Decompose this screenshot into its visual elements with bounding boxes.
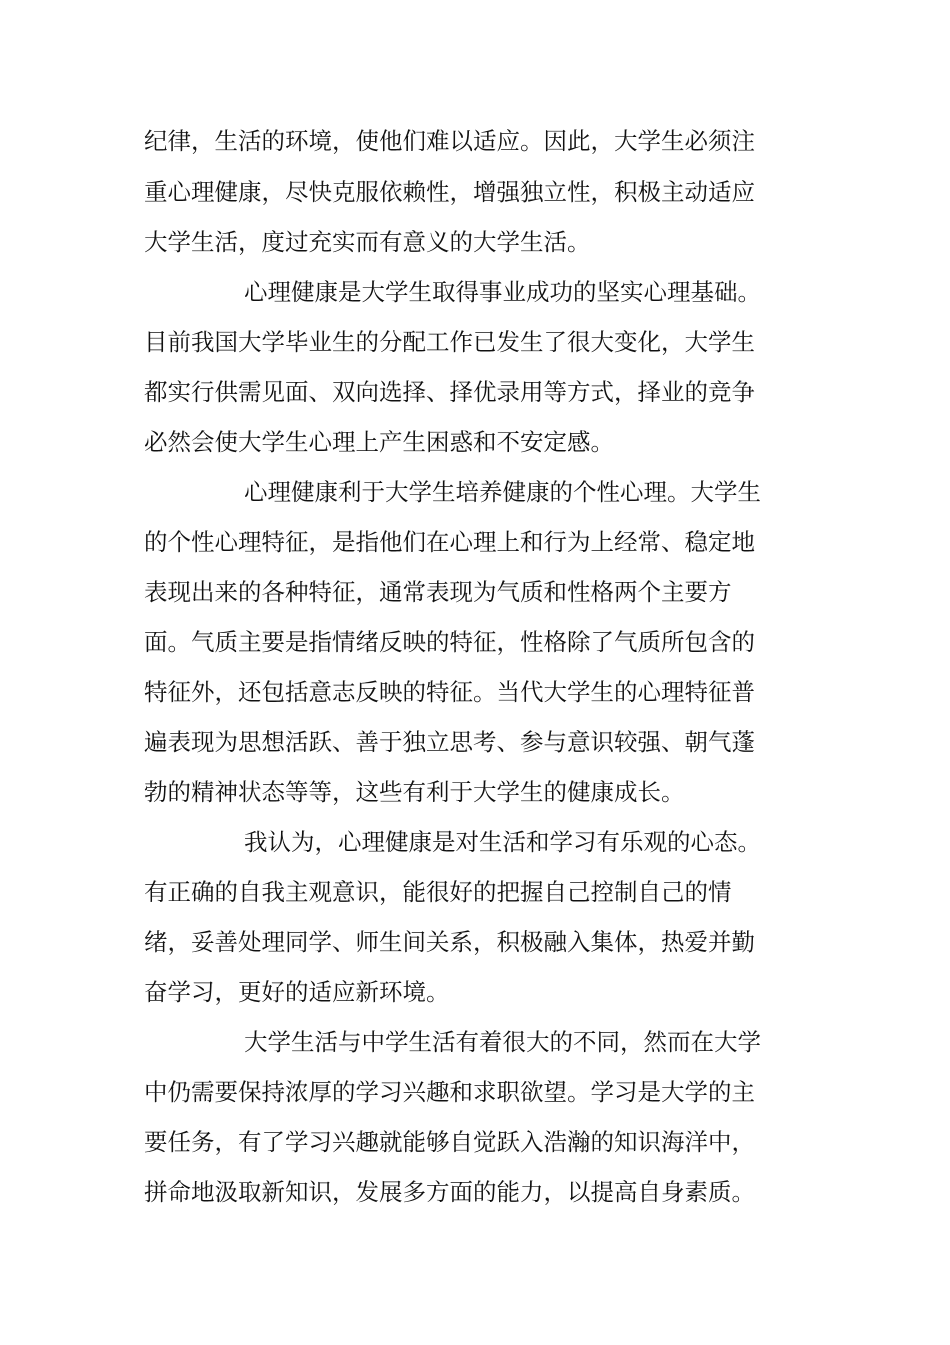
text-line: 重心理健康，尽快克服依赖性，增强独立性，积极主动适应 xyxy=(144,178,755,206)
paragraph-first-line: 我认为，心理健康是对生活和学习有乐观的心态。 xyxy=(244,828,761,856)
text-line: 的个性心理特征，是指他们在心理上和行为上经常、稳定地 xyxy=(144,528,755,556)
paragraph-first-line: 心理健康是大学生取得事业成功的坚实心理基础。 xyxy=(244,278,761,306)
text-line: 大学生活，度过充实而有意义的大学生活。 xyxy=(144,228,591,256)
text-line: 表现出来的各种特征，通常表现为气质和性格两个主要方 xyxy=(144,578,732,606)
paragraph-first-line: 心理健康利于大学生培养健康的个性心理。大学生 xyxy=(244,478,761,506)
text-line: 要任务，有了学习兴趣就能够自觉跃入浩瀚的知识海洋中， xyxy=(144,1128,755,1156)
paragraph-first-line: 大学生活与中学生活有着很大的不同，然而在大学 xyxy=(244,1028,761,1056)
text-line: 奋学习，更好的适应新环境。 xyxy=(144,978,450,1006)
text-line: 有正确的自我主观意识，能很好的把握自己控制自己的情 xyxy=(144,878,732,906)
text-line: 目前我国大学毕业生的分配工作已发生了很大变化，大学生 xyxy=(144,328,755,356)
text-line: 面。气质主要是指情绪反映的特征，性格除了气质所包含的 xyxy=(144,628,755,656)
text-line: 遍表现为思想活跃、善于独立思考、参与意识较强、朝气蓬 xyxy=(144,728,755,756)
text-line: 绪，妥善处理同学、师生间关系，积极融入集体，热爱并勤 xyxy=(144,928,755,956)
text-line: 都实行供需见面、双向选择、择优录用等方式，择业的竞争 xyxy=(144,378,755,406)
text-line: 特征外，还包括意志反映的特征。当代大学生的心理特征普 xyxy=(144,678,755,706)
text-line: 中仍需要保持浓厚的学习兴趣和求职欲望。学习是大学的主 xyxy=(144,1078,755,1106)
text-line: 拼命地汲取新知识，发展多方面的能力，以提高自身素质。 xyxy=(144,1178,755,1206)
text-line: 纪律，生活的环境，使他们难以适应。因此，大学生必须注 xyxy=(144,127,755,155)
text-line: 必然会使大学生心理上产生困惑和不安定感。 xyxy=(144,428,614,456)
text-line: 勃的精神状态等等，这些有利于大学生的健康成长。 xyxy=(144,778,685,806)
